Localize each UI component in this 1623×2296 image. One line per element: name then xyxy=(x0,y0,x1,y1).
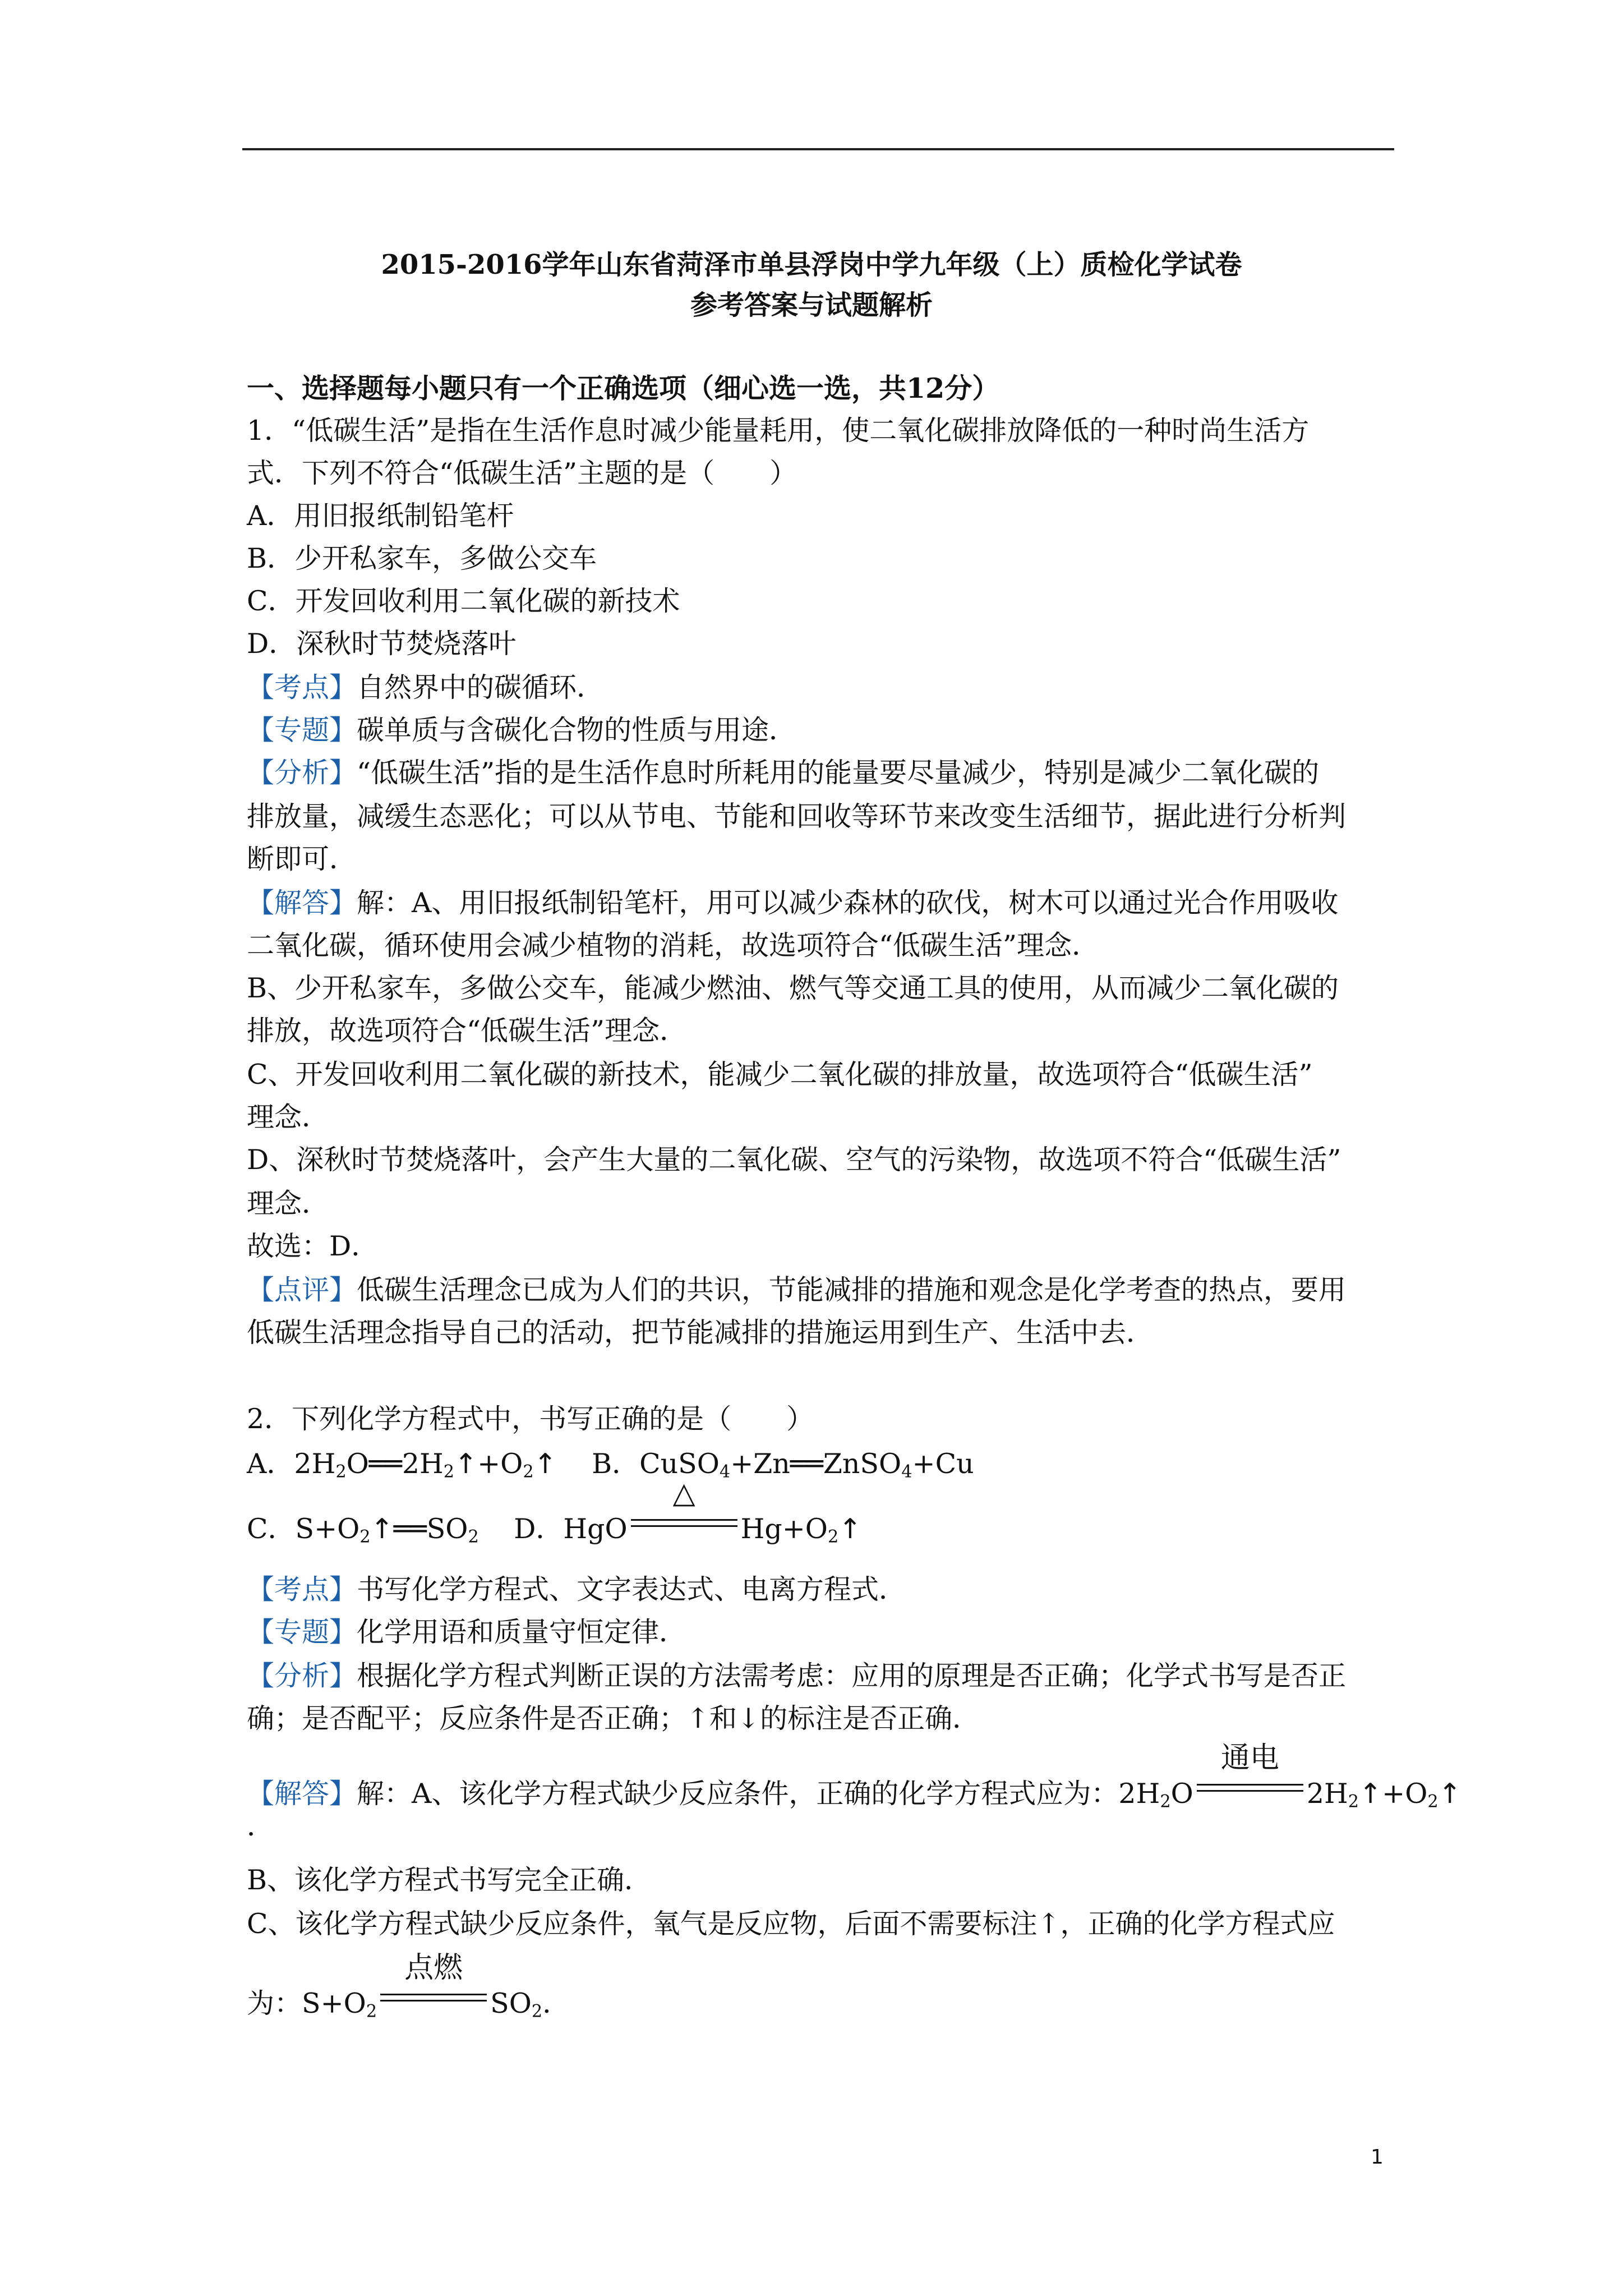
electric-label: 通电 xyxy=(1220,1741,1279,1775)
q1-jieda-line2: 二氧化碳，循环使用会减少植物的消耗，故选项符合“低碳生活”理念． xyxy=(247,930,1100,961)
jieda-tag: 【解答】 xyxy=(247,887,357,919)
q1-kaodian xyxy=(247,670,604,706)
dianping-tag: 【点评】 xyxy=(247,1274,357,1306)
q1-fenxi-line1 xyxy=(247,755,1319,791)
q2-fenxi-line1 xyxy=(247,1658,1346,1694)
fenxi-text: 根据化学方程式判断正误的方法需考虑：应用的原理是否正确；化学式书写是否正 xyxy=(357,1660,1347,1692)
zhuanti-tag: 【专题】 xyxy=(247,1616,357,1648)
dianping-text: 低碳生活理念已成为人们的共识，节能减排的措施和观念是化学考查的热点，要用 xyxy=(357,1274,1347,1306)
jieda-tag: 【解答】 xyxy=(247,1778,357,1810)
kaodian-text: 自然界中的碳循环． xyxy=(357,671,605,703)
q2-jieda-line2: B、该化学方程式书写完全正确． xyxy=(247,1864,652,1896)
zhuanti-tag: 【专题】 xyxy=(247,714,357,746)
jieda-text: 解：A、用旧报纸制铅笔杆，用可以减少森林的砍伐，树木可以通过光合作用吸收 xyxy=(357,887,1339,919)
combustion-equation: $S+O_2$ 点燃 $SO_2$． xyxy=(302,1951,570,2022)
q1-fenxi-line2: 排放量，减缓生态恶化；可以从节电、节能和回收等环节来改变生活细节，据此进行分析判 xyxy=(247,800,1347,832)
q1-jieda-line6: 理念． xyxy=(247,1101,330,1133)
q1-jieda-line3: B、少开私家车，多做公交车，能减少燃油、燃气等交通工具的使用，从而减少二氧化碳的 xyxy=(247,972,1339,1004)
fenxi-tag: 【分析】 xyxy=(247,1660,357,1692)
q2-option-c-label: C． xyxy=(247,1513,296,1545)
q2-jieda-dot: ． xyxy=(247,1810,275,1842)
kaodian-tag: 【考点】 xyxy=(247,671,357,703)
zhuanti-text: 碳单质与含碳化合物的性质与用途． xyxy=(357,714,797,746)
electric-condition xyxy=(1197,1741,1303,1803)
q2-option-a-equation: $2H_2O══2H_2↑+O_2↑$ xyxy=(294,1448,557,1482)
q2-options-ab xyxy=(247,1446,974,1482)
heat-condition xyxy=(631,1476,737,1538)
q2-jieda-line1 xyxy=(247,1741,1461,1812)
q1-answer: 故选：D． xyxy=(247,1230,379,1262)
kaodian-text: 书写化学方程式、文字表达式、电离方程式． xyxy=(357,1573,907,1605)
q2-jieda-line4 xyxy=(247,1951,570,2022)
q2-fenxi-line2: 确；是否配平；反应条件是否正确；↑和↓的标注是否正确． xyxy=(247,1703,980,1734)
heat-symbol: △ xyxy=(672,1476,695,1510)
q2-option-c-equation: $S+O_2↑══SO_2$ xyxy=(295,1513,479,1547)
q1-stem-line2: 式．下列不符合“低碳生活”主题的是（ ） xyxy=(247,457,797,489)
q2-option-b-label: B． xyxy=(592,1448,640,1480)
page-number: 1 xyxy=(1371,2146,1384,2169)
jieda-text: 解：A、该化学方程式缺少反应条件，正确的化学方程式应为： xyxy=(357,1778,1119,1810)
q1-stem-line1: 1．“低碳生活”是指在生活作息时减少能量耗用，使二氧化碳排放降低的一种时尚生活方 xyxy=(247,415,1310,447)
q1-fenxi-line3: 断即可． xyxy=(247,843,357,875)
q1-jieda-line7: D、深秋时节焚烧落叶，会产生大量的二氧化碳、空气的污染物，故选项不符合“低碳生活” xyxy=(247,1144,1341,1176)
q1-jieda-line1 xyxy=(247,885,1338,921)
fenxi-tag: 【分析】 xyxy=(247,757,357,789)
q1-option-a: A．用旧报纸制铅笔杆 xyxy=(247,500,514,532)
electrolysis-equation: $2H_2O$ 通电 $2H_2↑+O_2↑$ xyxy=(1118,1741,1461,1812)
q2-kaodian xyxy=(247,1572,906,1608)
q1-zhuanti xyxy=(247,712,796,748)
header-rule xyxy=(242,148,1394,150)
q1-option-b: B．少开私家车，多做公交车 xyxy=(247,542,597,574)
q2-zhuanti xyxy=(247,1614,686,1650)
q2-jieda-line3: C、该化学方程式缺少反应条件，氧气是反应物，后面不需要标注↑，正确的化学方程式应 xyxy=(247,1908,1335,1940)
exam-title: 2015-2016学年山东省菏泽市单县浮岗中学九年级（上）质检化学试卷 xyxy=(381,249,1242,280)
q1-option-c: C．开发回收利用二氧化碳的新技术 xyxy=(247,585,680,617)
fenxi-text: “低碳生活”指的是生活作息时所耗用的能量要尽量减少，特别是减少二氧化碳的 xyxy=(357,757,1320,789)
q1-jieda-line8: 理念． xyxy=(247,1188,330,1220)
ignite-label: 点燃 xyxy=(404,1951,463,1985)
exam-subtitle: 参考答案与试题解析 xyxy=(690,289,933,321)
jieda-line4-text: 为： xyxy=(247,1987,302,2019)
q1-jieda-line4: 排放，故选项符合“低碳生活”理念． xyxy=(247,1015,688,1047)
q2-option-a-label: A． xyxy=(247,1448,294,1480)
kaodian-tag: 【考点】 xyxy=(247,1573,357,1605)
q2-option-d-equation: HgO △ $Hg+O_2↑$ xyxy=(563,1476,862,1547)
section-heading: 一、选择题每小题只有一个正确选项（细心选一选，共12分） xyxy=(247,372,1000,404)
q2-option-b-equation: CuSO$_4$+Zn══ZnSO$_4$+Cu xyxy=(639,1448,974,1482)
q2-option-d-label: D． xyxy=(514,1513,564,1545)
q2-stem: 2．下列化学方程式中，书写正确的是（ ） xyxy=(247,1403,814,1435)
q1-jieda-line5: C、开发回收利用二氧化碳的新技术，能减少二氧化碳的排放量，故选项符合“低碳生活” xyxy=(247,1059,1313,1091)
ignite-condition xyxy=(380,1951,487,2013)
zhuanti-text: 化学用语和质量守恒定律． xyxy=(357,1616,687,1648)
q1-option-d: D．深秋时节焚烧落叶 xyxy=(247,628,517,660)
q1-dianping-line1 xyxy=(247,1272,1346,1308)
q2-options-cd xyxy=(247,1476,862,1547)
q1-dianping-line2: 低碳生活理念指导自己的活动，把节能减排的措施运用到生产、生活中去． xyxy=(247,1317,1154,1349)
